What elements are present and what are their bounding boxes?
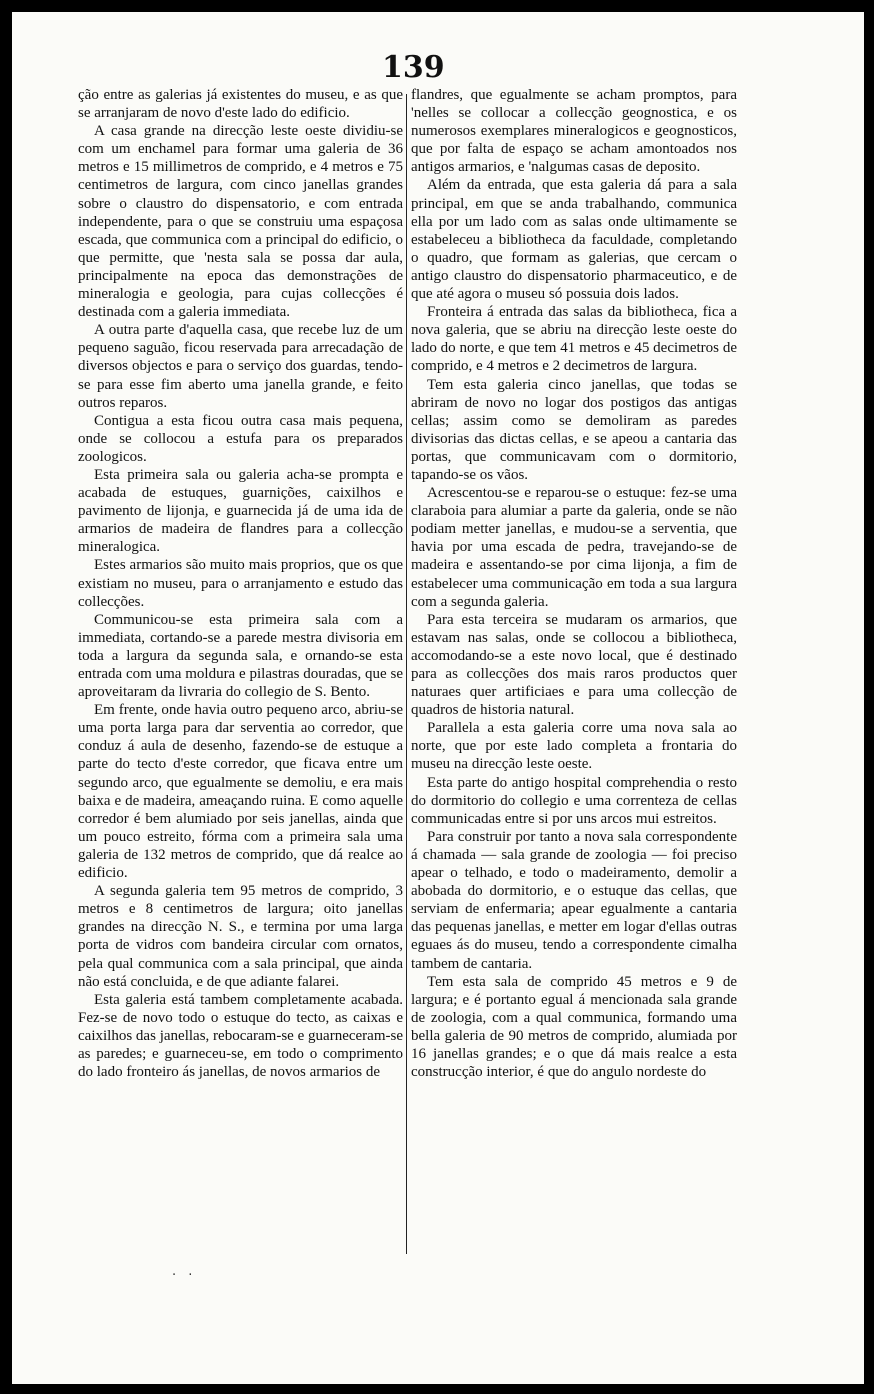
left-column (78, 86, 403, 1286)
paragraph: A casa grande na direcção leste oeste dividiu-se com um enchamel para formar uma galeria de 36 metros e 15 millimetros de comprido, e 4 metros e 75 centimetros de largura, com cinco janellas grandes sobre o claustro do dispensatorio, e com entrada independente, para o que se construiu uma espaçosa escada, que communica com a principal do edificio, o que permitte, que 'nesta sala se possa dar aula, principalmente na epoca das demonstrações de mineralogia e geologia, para cujas collecções é destinada com a galeria immediata. (78, 123, 403, 321)
paragraph: Em frente, onde havia outro pequeno arco, abriu-se uma porta larga para dar serventia ao corredor, que conduz á aula de desenho, fazendo-se de estuque a parte do tecto d'este corredor, que ficava entre um segundo arco, que egualmente se demoliu, e era mais baixa e de madeira, ameaçando ruina. E como aquelle corredor é bem alumiado por seis janellas, ainda que um pouco estreito, fórma com a primeira sala uma galeria de 132 metros de comprido, que dá realce ao edificio. (78, 702, 403, 882)
paragraph: flandres, que egualmente se acham promptos, para 'nelles se collocar a collecção geognostica, e os numerosos exemplares mineralogicos e geognosticos, que por falta de espaço se acham amontoados nos antigos armarios, e 'nalgumas casas de deposito. (411, 87, 737, 176)
paragraph: Tem esta sala de comprido 45 metros e 9 de largura; e é portanto egual á mencionada sala grande de zoologia, com a qual communica, formando uma bella galeria de 90 metros de comprido, alumiada por 16 janellas grandes; e o que dá mais realce a esta construcção interior, é que do angulo nordeste do (411, 973, 737, 1081)
paragraph: ção entre as galerias já existentes do museu, e as que se arranjaram de novo d'este lado do edificio. (78, 87, 403, 122)
paragraph: A outra parte d'aquella casa, que recebe luz de um pequeno saguão, ficou reservada para arrecadação de diversos objectos e para o serviço dos guardas, tendo-se para esse fim aberto uma janella grande, e feito outros reparos. (78, 322, 403, 411)
paragraph: Parallela a esta galeria corre uma nova sala ao norte, que por este lado completa a frontaria do museu na direcção leste oeste. (411, 720, 737, 773)
book-page (12, 12, 864, 1384)
paragraph: Fronteira á entrada das salas da bibliotheca, fica a nova galeria, que se abriu na direcção leste oeste do lado do norte, e que tem 41 metros e 45 decimetros de comprido, e 4 metros e 2 decimetros de largura. (411, 304, 737, 375)
paragraph: Esta parte do antigo hospital comprehendia o resto do dormitorio do collegio e uma correnteza de cellas communicadas entre si por uns arcos mui estreitos. (411, 774, 737, 827)
paragraph: Acrescentou-se e reparou-se o estuque: fez-se uma claraboia para alumiar a parte da galeria, onde se não podiam metter janellas, e mudou-se a serventia, que havia por uma escada de pedra, travejando-se de madeira e assentando-se por cima lijonja, a fim de estabelecer uma communicação em toda a sua largura com a segunda galeria. (411, 485, 737, 610)
paragraph: Estes armarios são muito mais proprios, que os que existiam no museu, para o arranjamento e estudo das collecções. (78, 557, 403, 610)
paragraph: Para esta terceira se mudaram os armarios, que estavam nas salas, onde se collocou a bibliotheca, accomodando-se a este novo local, que é destinado para as collecções dos mais raros productos quer naturaes quer artificiaes e para uma collecção de quadros de historia natural. (411, 611, 737, 719)
paragraph: Contigua a esta ficou outra casa mais pequena, onde se collocou a estufa para os preparados zoologicos. (78, 412, 403, 465)
print-specks: · · (172, 1268, 197, 1283)
paragraph: Tem esta galeria cinco janellas, que todas se abriram de novo no logar dos postigos das antigas cellas; assim como se demoliram as paredes divisorias das dictas cellas, e se apeou a cantaria das portas, que communicavam com o dormitorio, tapando-se os vãos. (411, 376, 737, 483)
paragraph: Além da entrada, que esta galeria dá para a sala principal, em que se anda trabalhando, communica ella por um lado com as salas onde ultimamente se estabeleceu a bibliotheca da faculdade, completando o quadro, que formam as galerias, que cercam o antigo claustro do dispensatorio pharmaceutico, e de que até agora o museu só possuia dois lados. (411, 177, 737, 303)
paragraph: Communicou-se esta primeira sala com a immediata, cortando-se a parede mestra divisoria em toda a largura da segunda sala, e ornando-se esta entrada com uma moldura e pilastras douradas, que se aproveitaram da livraria do collegio de S. Bento. (78, 611, 403, 701)
paragraph: Esta primeira sala ou galeria acha-se prompta e acabada de estuques, guarnições, caixilhos e pavimento de lijonja, e guarnecida já de uma ida de armarios de madeira de flandres para a collecção mineralogica. (78, 466, 403, 556)
paragraph: Esta galeria está tambem completamente acabada. Fez-se de novo todo o estuque do tecto, as caixas e caixilhos das janellas, rebocaram-se e guarneceram-se as paredes; e guarneceu-se, em todo o comprimento do lado fronteiro ás janellas, de novos armarios de (78, 991, 403, 1081)
column-divider (406, 94, 407, 1254)
paragraph: A segunda galeria tem 95 metros de comprido, 3 metros e 8 centimetros de largura; oito janellas grandes na direcção N. S., e termina por uma larga porta de vidros com bandeira circular com ornatos, pela qual communica com a sala principal, que ainda não está concluida, e de que adiante falarei. (78, 883, 403, 990)
page-number: 139 (382, 50, 445, 85)
paragraph: Para construir por tanto a nova sala correspondente á chamada — sala grande de zoologia — foi preciso apear o telhado, e todo o madeiramento, demolir a abobada do dormitorio, e o estuque das cellas, que serviam de enfermaria; apear egualmente a cantaria das pequenas janellas, e metter em logar d'ellas outras eguaes ás do museu, tendo a correspondente cimalha tambem de cantaria. (411, 828, 737, 972)
right-column (411, 86, 737, 1286)
